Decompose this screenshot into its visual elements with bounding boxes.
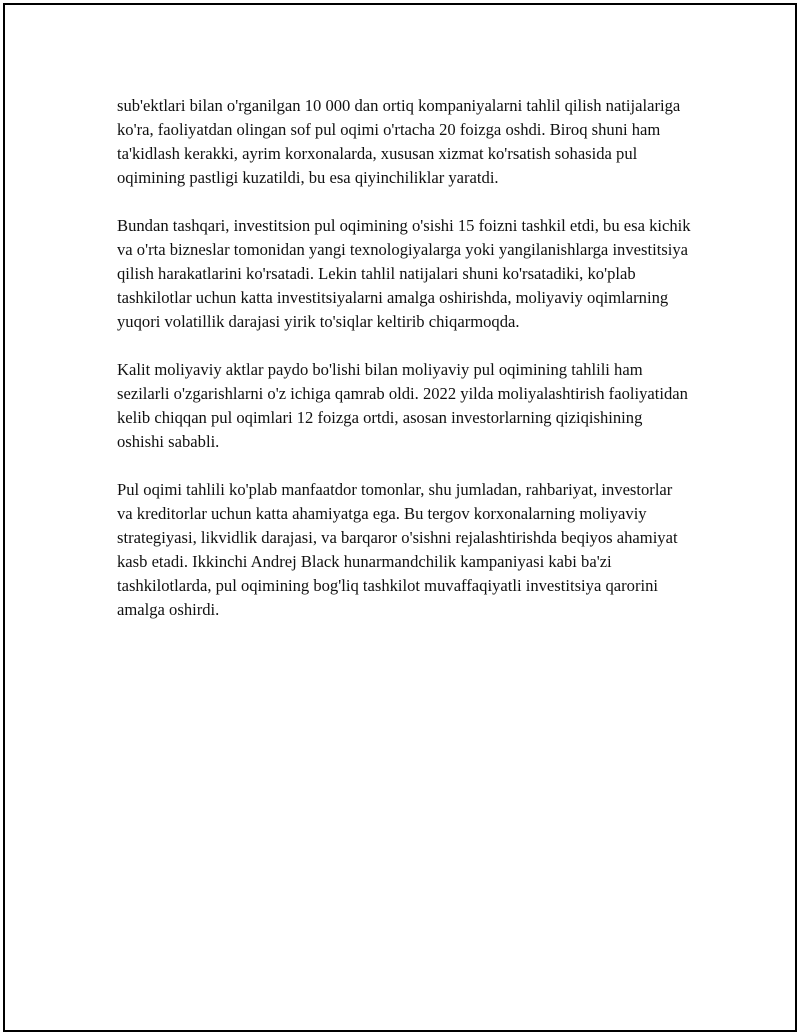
document-body [117, 94, 692, 646]
paragraph-2: Bundan tashqari, investitsion pul oqimining o'sishi 15 foizni tashkil etdi, bu esa kichik va o'rta bizneslar tomonidan yangi texnologiyalarga yoki yangilanishlarga investitsiya qilish harakatlarini ko'rsatadi. Lekin tahlil natijalari shuni ko'rsatadiki, ko'plab tashkilotlar uchun katta investitsiyalarni amalga oshirishda, moliyaviy oqimlarning yuqori volatillik darajasi yirik to'siqlar keltirib chiqarmoqda. [117, 216, 691, 331]
paragraph-4: Pul oqimi tahlili ko'plab manfaatdor tomonlar, shu jumladan, rahbariyat, investorlar va kreditorlar uchun katta ahamiyatga ega. Bu tergov korxonalarning moliyaviy strategiyasi, likvidlik darajasi, va barqaror o'sishni rejalashtirishda beqiyos ahamiyat kasb etadi. Ikkinchi Andrej Black hunarmandchilik kampaniyasi kabi ba'zi tashkilotlarda, pul oqimining bog'liq tashkilot muvaffaqiyatli investitsiya qarorini amalga oshirdi. [117, 480, 678, 619]
paragraph-1: sub'ektlari bilan o'rganilgan 10 000 dan ortiq kompaniyalarni tahlil qilish natijalariga ko'ra, faoliyatdan olingan sof pul oqimi o'rtacha 20 foizga oshdi. Biroq shuni ham ta'kidlash kerakki, ayrim korxonalarda, xususan xizmat ko'rsatish sohasida pul oqimining pastligi kuzatildi, bu esa qiyinchiliklar yaratdi. [117, 96, 681, 187]
document-page [3, 3, 797, 1032]
paragraph-3: Kalit moliyaviy aktlar paydo bo'lishi bilan moliyaviy pul oqimining tahlili ham sezilarli o'zgarishlarni o'z ichiga qamrab oldi. 2022 yilda moliyalashtirish faoliyatidan kelib chiqqan pul oqimlari 12 foizga ortdi, asosan investorlarning qiziqishining oshishi sababli. [117, 360, 688, 451]
